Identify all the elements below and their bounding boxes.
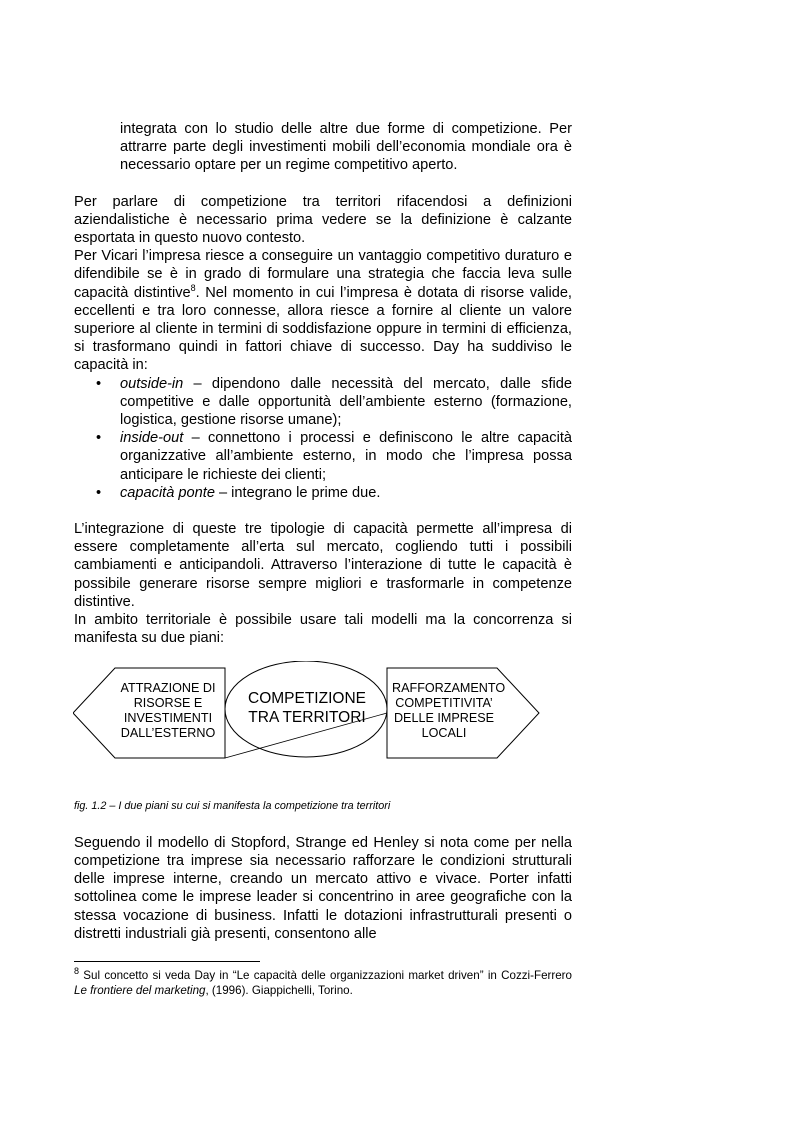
paragraph-vicari-part2: . Nel momento in cui l’impresa è dotata di risorse valide, eccellenti e tra loro connesse, allora riesce a fornire al cliente un valore superiore al cliente in termini di soddisfazione oppure in termini di efficienza, si trasformano quindi in fattori chiave di successo. Day ha suddiviso le capacità in: xyxy=(74,284,572,374)
list-item-text: – dipendono dalle necessità del mercato, dalle sfide competitive e dalle opportunità dell’ambiente esterno (formazione, logistica, gestione risorse umane); xyxy=(120,375,572,429)
footnote-text-a: Sul concetto si veda Day in “Le capacità delle organizzazioni market driven” in Cozzi-Ferrero xyxy=(79,968,572,982)
bullet-icon: • xyxy=(96,375,102,392)
list-item-term: inside-out xyxy=(120,430,184,447)
list-item-term: capacità ponte xyxy=(120,484,215,501)
footnote-number: 8 xyxy=(74,966,80,977)
paragraph-vicari-part1: Per Vicari l’impresa riesce a conseguire un vantaggio competitivo duraturo e difendibile se è in grado di formulare una strategia che faccia leva sulle capacità distintive xyxy=(74,248,572,301)
paragraph-vicari xyxy=(74,247,572,374)
footnote-divider xyxy=(74,961,260,962)
right-box-label: RAFFORZAMENTO COMPETITIVITA’ DELLE IMPRESE LOCALI xyxy=(392,681,506,741)
footnote-book-title: Le frontiere del marketing xyxy=(74,983,206,997)
paragraph-definitions: Per parlare di competizione tra territori rifacendosi a definizioni aziendalistiche è necessario prima vedere se la definizione è calzante esportata in questo nuovo contesto. xyxy=(74,193,572,247)
list-item xyxy=(74,484,572,502)
list-item xyxy=(74,375,572,430)
list-item-text: – connettono i processi e definiscono le altre capacità organizzative all’ambiente esterno, in modo che l’impresa possa anticipare le richieste dei clienti; xyxy=(120,430,572,483)
list-item-text: – integrano le prime due. xyxy=(214,484,381,501)
paragraph-stopford: Seguendo il modello di Stopford, Strange ed Henley si nota come per nella competizione tra imprese sia necessario rafforzare le condizioni strutturali delle imprese interne, creando un mercato attivo e vivace. Porter infatti sottolinea come le imprese leader si concentrino in aree geografiche con la stessa vocazione di business. Infatti le dotazioni infrastrutturali presenti o distretti industriali già presenti, consentono alle xyxy=(74,834,572,942)
bullet-icon: • xyxy=(96,484,102,501)
capabilities-list xyxy=(74,375,572,502)
list-item-term: outside-in xyxy=(120,375,184,392)
paragraph-continuation: integrata con lo studio delle altre due forme di competizione. Per attrarre parte degli investimenti mobili dell’economia mondiale ora è necessario optare per un regime competitivo aperto. xyxy=(120,121,572,174)
bullet-icon: • xyxy=(96,430,102,447)
list-item xyxy=(74,429,572,484)
paragraph-integration: L’integrazione di queste tre tipologie di capacità permette all’impresa di essere completamente all’erta sul mercato, cogliendo tutti i possibili cambiamenti e anticipandoli. Attraverso l’interazione di tutte le capacità è possibile generare risorse sempre migliori e trasformarle in competenze distintive. xyxy=(74,521,572,610)
center-label: COMPETIZIONE TRA TERRITORI xyxy=(248,690,366,727)
competition-diagram xyxy=(74,661,572,781)
paragraph-territorial: In ambito territoriale è possibile usare tali modelli ma la concorrenza si manifesta su due piani: xyxy=(74,612,572,647)
left-box-label: ATTRAZIONE DI RISORSE E INVESTIMENTI DALL’ESTERNO xyxy=(120,681,216,741)
footnote-ref: 8 xyxy=(190,282,196,293)
document-page xyxy=(74,120,572,998)
footnote-text-b: , (1996). Giappichelli, Torino. xyxy=(205,983,353,997)
footnote xyxy=(74,968,572,998)
figure-caption: fig. 1.2 – I due piani su cui si manifesta la competizione tra territori xyxy=(74,800,391,813)
